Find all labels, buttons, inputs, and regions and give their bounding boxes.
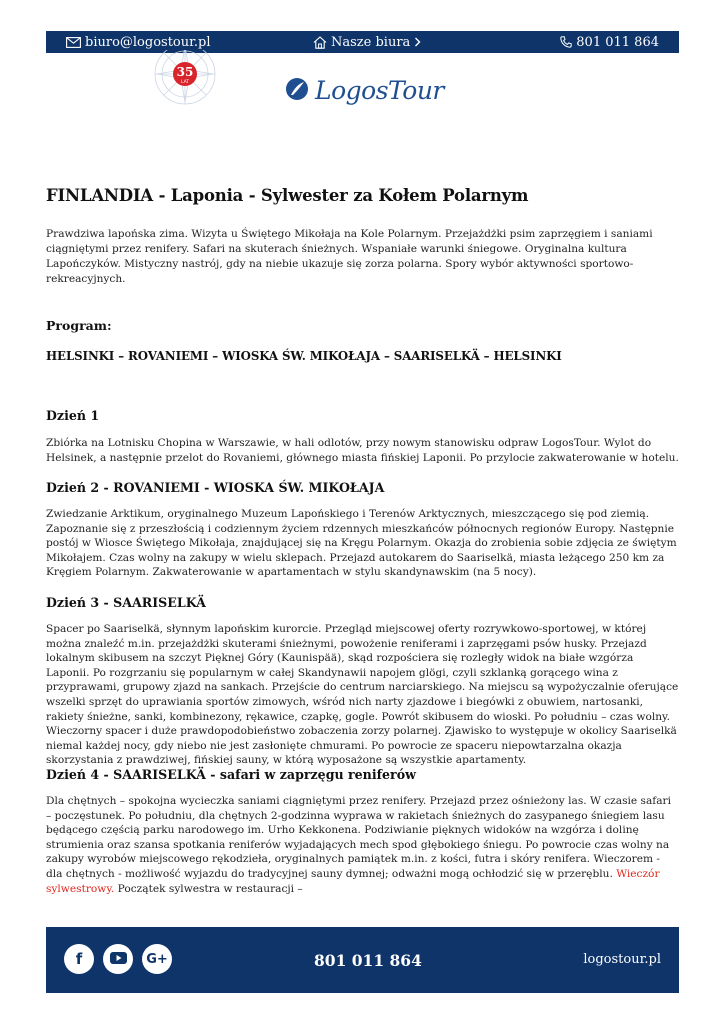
day-description (46, 794, 679, 896)
day-description: Spacer po Saariselkä, słynnym lapońskim kurorcie. Przegląd miejscowej oferty rozrywkowo-sportowej, w której można znaleźć m.in. przejażdżki skuterami śnieżnymi, powożenie reniferami i zaprzęgami psów husky. Przejazd lokalnym skibusem na szczyt Pięknej Góry (Kaunispää), skąd rozpościera się rozległy widok na białe wzgórza Laponii. Po rozgrzaniu się popularnym w całej Skandynawii napojem glögi, czyli szklanką gorącego wina z przyprawami, grupowy zjazd na sankach. Przejście do centrum narciarskiego. Na miejscu są wypożyczalnie oferujące wszelki sprzęt do uprawiania sportów zimowych, wśród nich narty zjazdowe i biegówki z obuwiem, nartosanki, rakiety śnieżne, sanki, kombinezony, rękawice, czapkę, gogle. Powrót skibusem do wioski. Po południu – czas wolny. Wieczorny spacer i duże prawdopodobieństwo zobaczenia zorzy polarnej. Zjawisko to występuje w okolicy Saariselkä niemal każdej nocy, gdy niebo nie jest zasłonięte chmurami. Po powrocie ze spaceru niepowtarzalna okazja skorzystania z prawdziwej, fińskiej sauny, w którą wyposażone są wszystkie apartamenty. (46, 623, 679, 767)
new-year-eve-link[interactable]: Wieczór sylwestrowy. (46, 867, 660, 895)
home-icon (313, 36, 327, 49)
google-plus-icon: G+ (146, 951, 168, 967)
footer-website-link[interactable]: logostour.pl (583, 952, 661, 967)
top-contact-bar (46, 31, 679, 53)
youtube-icon (110, 952, 127, 967)
social-links (64, 944, 172, 974)
day-description: Zbiórka na Lotnisku Chopina w Warszawie, w hali odlotów, przy nowym stanowisku odpraw LogosTour. Wylot do Helsinek, a następnie przelot do Rovaniemi, głównego miasta fińskiej Laponii. Po przylocie zakwaterowanie w hotelu. (46, 437, 679, 464)
day-1-section (46, 408, 679, 465)
trip-content (46, 186, 679, 895)
day-description: Zwiedzanie Arktikum, oryginalnego Muzeum Lapońskiego i Terenów Arktycznych, mieszczącego się pod ziemią. Zapoznanie się z przeszłością i codziennym życiem rdzennych mieszkańców północnych regionów Europy. Następnie postój w Wiosce Świętego Mikołaja, znajdującej się na Kręgu Polarnym. Okazja do zrobienia sobie zdjęcia ze świętym Mikołajem. Czas wolny na zakupy w wielu sklepach. Przejazd autokarem do Saariselkä, miasta leżącego 250 km za Kręgiem Polarnym. Zakwaterowanie w apartamentach w stylu skandynawskim (na 5 nocy). (46, 508, 677, 579)
youtube-button[interactable] (103, 944, 133, 974)
day-heading: Dzień 4 - SAARISELKÄ - safari w zaprzęgu reniferów (46, 767, 416, 782)
trip-intro: Prawdziwa lapońska zima. Wizyta u Świętego Mikołaja na Kole Polarnym. Przejażdżki psim zaprzęgiem i saniami ciągniętymi przez renifery. Safari na skuterach śnieżnych. Wspaniałe warunki śniegowe. Oryginalna kultura Lapończyków. Mistyczny nastrój, gdy na niebie ukazuje się zorza polarna. Spory wybór aktywności sportowo-rekreacyjnych. (46, 228, 653, 285)
program-label: Program: (46, 318, 112, 333)
logo-feather-icon (285, 77, 309, 105)
badge-number: 35 (176, 65, 194, 79)
page-title: FINLANDIA - Laponia - Sylwester za Kołem Polarnym (46, 186, 529, 205)
day-heading: Dzień 2 - ROVANIEMI - WIOSKA ŚW. MIKOŁAJA (46, 480, 385, 495)
day-heading: Dzień 3 - SAARISELKÄ (46, 595, 206, 610)
day-text: Dla chętnych – spokojna wycieczka saniami ciągniętymi przez renifery. Przejazd przez ośnieżony las. W czasie safari – poczęstunek. Po południu, dla chętnych 2-godzinna wyprawa w rakietach śnieżnych do zasypanego śniegiem lasu będącego częścią parku narodowego im. Urho Kekkonena. Podziwianie pięknych widoków na wzgórza i dolinę strumienia oraz szansa spotkania reniferów wyjadających mech spod głębokiego śniegu. Po powrocie czas wolny na zakupy wyrobów miejscowego rękodzieła, oryginalnych pamiątek m.in. z kości, futra i skóry renifera. Wieczorem - dla chętnych - możliwość wyjazdu do tradycyjnej sauny dymnej; odważni mogą ochłodzić się w przeręblu. (46, 795, 671, 880)
day-text-continued: Początek sylwestra w restauracji – (114, 882, 303, 895)
google-plus-button[interactable] (142, 944, 172, 974)
logo-text: LogosTour (315, 76, 444, 105)
chevron-right-icon (414, 37, 421, 47)
facebook-button[interactable] (64, 944, 94, 974)
day-3-section (46, 595, 679, 768)
badge-label: LAT (180, 80, 190, 85)
facebook-icon: f (75, 949, 83, 968)
phone-link[interactable] (560, 31, 659, 53)
logostour-logo[interactable] (285, 76, 444, 105)
day-4-section (46, 767, 679, 896)
footer-bar (46, 927, 679, 993)
offices-link[interactable] (313, 31, 421, 53)
offices-text: Nasze biura (331, 34, 411, 50)
anniversary-badge (144, 50, 226, 116)
day-heading: Dzień 1 (46, 408, 100, 423)
phone-text: 801 011 864 (576, 34, 659, 50)
footer-phone[interactable]: 801 011 864 (314, 951, 422, 970)
route-heading: HELSINKI – ROVANIEMI – WIOSKA ŚW. MIKOŁAJA – SAARISELKÄ – HELSINKI (46, 349, 562, 363)
email-text: biuro@logostour.pl (85, 34, 211, 50)
day-2-section (46, 480, 679, 580)
phone-icon (560, 36, 572, 48)
envelope-icon (66, 37, 81, 48)
